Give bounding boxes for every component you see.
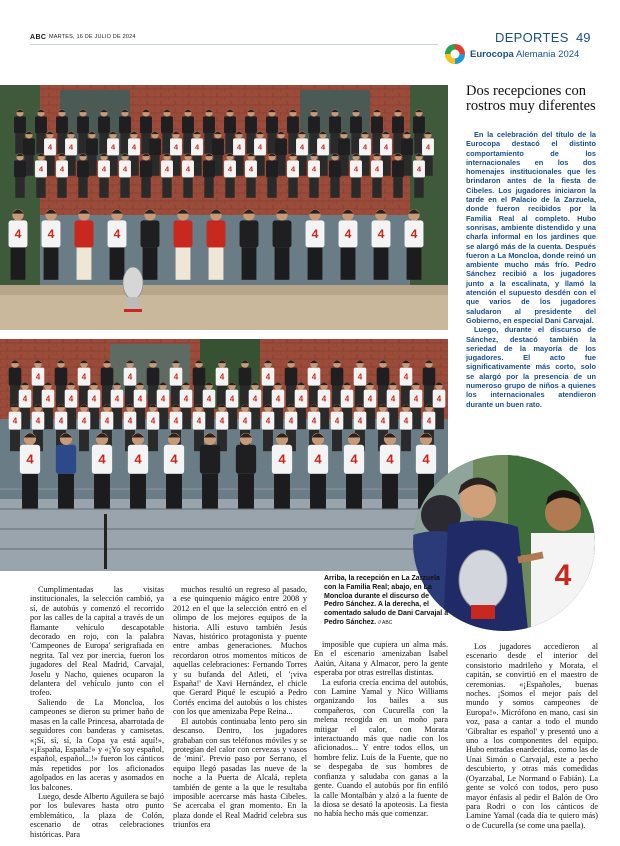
caption-credit: // ABC <box>378 619 393 626</box>
svg-text:4: 4 <box>81 372 87 382</box>
svg-text:4: 4 <box>185 164 191 174</box>
page-number: 49 <box>576 30 591 45</box>
brand-label: ABC <box>30 34 47 41</box>
svg-text:4: 4 <box>367 394 373 404</box>
svg-text:4: 4 <box>173 416 179 426</box>
svg-text:4: 4 <box>101 164 107 174</box>
lectern-microphone <box>104 514 107 569</box>
svg-text:4: 4 <box>321 394 327 404</box>
svg-text:4: 4 <box>35 372 41 382</box>
svg-text:4: 4 <box>403 416 409 426</box>
svg-text:4: 4 <box>248 164 254 174</box>
svg-text:4: 4 <box>298 394 304 404</box>
svg-text:4: 4 <box>131 142 137 152</box>
svg-text:4: 4 <box>127 416 133 426</box>
photo-moncloa <box>0 339 448 571</box>
svg-text:4: 4 <box>26 451 34 467</box>
person-figure <box>174 209 193 279</box>
svg-text:4: 4 <box>196 416 202 426</box>
article-column-3 <box>314 640 448 819</box>
article-column-4 <box>466 642 598 830</box>
svg-text:4: 4 <box>173 142 179 152</box>
svg-text:4: 4 <box>265 372 271 382</box>
svg-text:4: 4 <box>219 372 225 382</box>
person-figure <box>372 209 391 279</box>
svg-text:4: 4 <box>311 416 317 426</box>
svg-text:4: 4 <box>47 142 53 152</box>
svg-text:4: 4 <box>58 416 64 426</box>
svg-text:4: 4 <box>314 451 322 467</box>
page-header <box>0 0 620 80</box>
svg-text:4: 4 <box>229 394 235 404</box>
svg-text:4: 4 <box>344 226 352 241</box>
svg-text:4: 4 <box>320 142 326 152</box>
svg-text:4: 4 <box>334 416 340 426</box>
svg-text:4: 4 <box>390 394 396 404</box>
person-figure <box>108 209 127 279</box>
person-figure <box>207 209 226 279</box>
svg-text:4: 4 <box>14 226 22 241</box>
svg-text:4: 4 <box>257 142 263 152</box>
svg-text:4: 4 <box>242 416 248 426</box>
column-4-paragraph-1: Los jugadores accedieron al escenario desde el interior del consistorio madrileño y Morata, el capitán, se convirtió en el maestro de ceremonias. «¡Españoles, buenas noches. ¡Somos el mejor país del mundo y somos campeones de Europa!». Micrófono en mano, casi sin voz, pasa a cantar a todo el mundo 'Gibraltar es español' y presentó uno a uno a los componentes del equipo. Hubo entradas enardecidas, como las de Unai Simón o Carvajal, este a pecho descubierto, y otras más comedidas (Oyarzabal, Le Normand o Fabián). La gente se volcó con todos, pero puso mayor énfasis al pedir el Balón de Oro para Rodri o con los cánticos de Lamine Yamal (cada día te quiero más) o de Cucurella (se come una paella). <box>466 642 598 830</box>
issue-date: MARTES, 16 DE JULIO DE 2024 <box>49 34 136 40</box>
column-2-paragraph-2: El autobús continuaba lento pero sin descanso. Dentro, los jugadores grababan con sus teléfonos móviles y se protegían del calor con cervezas y vasos de 'mini'. Previo paso por Serrano, el equipo llegó pasadas las nueve de la noche a la Puerta de Alcalá, repleta también de gente a la que le resultaba imposible acercarse más hasta Cibeles. Se acercaba el gran momento. En la plaza donde el Real Madrid celebra sus triunfos era <box>173 716 307 830</box>
subsection-title <box>470 49 579 60</box>
person-figure <box>273 209 292 279</box>
person-figure <box>164 433 184 509</box>
sidebar-paragraph-2: Luego, durante el discurso de Sánchez, destacó también la seriedad de la mayoría de los jugadores. El acto fue significativamente más corto, solo se alargó por la presencia de un numeroso grupo de niños a quienes los internacionales atendieron durante un buen rato. <box>466 325 596 409</box>
svg-text:4: 4 <box>422 451 430 467</box>
euro-2024-logo-icon <box>444 43 466 65</box>
svg-text:4: 4 <box>45 394 51 404</box>
article-column-2 <box>173 585 307 830</box>
svg-text:4: 4 <box>410 226 418 241</box>
svg-text:4: 4 <box>357 416 363 426</box>
person-figure <box>306 209 325 279</box>
svg-text:4: 4 <box>206 394 212 404</box>
svg-text:4: 4 <box>344 394 350 404</box>
zarzuela-group-photo <box>0 85 448 330</box>
column-3-paragraph-2: La euforia crecía encima del autobús, con Lamine Yamal y Nico Williams organizando los bailes a sus compañeros, con Cucurella con la melena recogida en un moño para mitigar el calor, con Morata interactuando más que nadie con los aficionados... Y entre todos ellos, un hombre feliz. Luis de la Fuente, que no se despegaba de sus hombres de confianza y saludaba con ganas a la gente. Cuando el autobús por fin enfiló la calle Montalbán y alzó a la fuente de la diosa se desató la apoteosis. La fiesta no había hecho más que comenzar. <box>314 677 448 819</box>
svg-text:4: 4 <box>383 142 389 152</box>
svg-text:4: 4 <box>22 394 28 404</box>
svg-text:4: 4 <box>110 142 116 152</box>
svg-text:4: 4 <box>236 142 242 152</box>
column-3-paragraph-1: imposible que cupiera un alma más. En el escenario amenizaban Isabel Aaiún, Aitana y Almacor, pero la gente esperaba por otras estrellas distintas. <box>314 640 448 678</box>
svg-text:4: 4 <box>413 394 419 404</box>
person-figure <box>240 209 259 279</box>
sidebar-body <box>466 130 596 409</box>
svg-text:4: 4 <box>403 372 409 382</box>
svg-text:4: 4 <box>38 164 44 174</box>
svg-text:4: 4 <box>554 559 572 592</box>
svg-text:4: 4 <box>227 164 233 174</box>
svg-text:4: 4 <box>219 416 225 426</box>
svg-text:4: 4 <box>113 226 121 241</box>
svg-text:4: 4 <box>374 164 380 174</box>
svg-text:4: 4 <box>173 372 179 382</box>
moncloa-group-photo <box>0 339 448 571</box>
svg-text:4: 4 <box>353 164 359 174</box>
svg-text:4: 4 <box>137 394 143 404</box>
person-figure <box>339 209 358 279</box>
caption-text: Arriba, la recepción en La Zarzuela con la Familia Real; abajo, en La Moncloa durante el discurso de Pedro Sánchez. A la derecha, el comentado saludo de Dani Carvajal a Pedro Sánchez. <box>324 575 449 626</box>
svg-text:4: 4 <box>252 394 258 404</box>
svg-text:4: 4 <box>265 416 271 426</box>
svg-text:4: 4 <box>134 451 142 467</box>
svg-text:4: 4 <box>170 451 178 467</box>
svg-text:4: 4 <box>311 226 319 241</box>
person-figure <box>42 209 61 279</box>
svg-text:4: 4 <box>288 416 294 426</box>
person-figure <box>141 209 160 279</box>
column-1-paragraph-2: Saliendo de La Moncloa, los campeones se dieron su primer baño de masas en la calle Princesa, abarrotada de seguidores con banderas y camisetas. «¡Sí, sí, sí, la Copa ya está aquí!», «¡España, España!» y «¡Yo soy español, español, español...!» fueron los cánticos más repetidos por los aficionados agolpados en las aceras y asomados en los balcones. <box>30 697 164 792</box>
svg-text:4: 4 <box>377 226 385 241</box>
svg-text:4: 4 <box>380 416 386 426</box>
svg-text:4: 4 <box>350 451 358 467</box>
subsection-bold: Eurocopa <box>470 49 514 60</box>
sidebar-paragraph-1: En la celebración del título de la Eurocopa destacó el distinto comportamiento de los internacionales en los dos homenajes institucionales que les brindaron antes de la fiesta de Cibeles. Los jugadores iniciaron la tarde en el Palacio de la Zarzuela, donde fueron recibidos por la Familia Real al completo. Hubo sonrisas, ambiente distendido y una charla informal en los jardines que se alargó más de la cuenta. Después fueron a La Moncloa, donde reinó un ambiente mucho más frío. Pedro Sánchez recibió a los jugadores junto a la escalinata, y llamó la atención el supuesto desdén con el que varios de los jugadores saludaron al presidente del Gobierno, en especial Dani Carvajal. <box>466 130 596 325</box>
subsection-light: Alemania 2024 <box>515 49 580 60</box>
svg-text:4: 4 <box>114 394 120 404</box>
svg-text:4: 4 <box>278 451 286 467</box>
svg-text:4: 4 <box>150 416 156 426</box>
svg-text:4: 4 <box>436 394 442 404</box>
article-column-1 <box>30 585 164 839</box>
person-figure <box>236 433 256 509</box>
svg-text:4: 4 <box>290 164 296 174</box>
svg-text:4: 4 <box>275 394 281 404</box>
column-2-paragraph-1: muchos resultó un regreso al pasado, a ese quinquenio mágico entre 2008 y 2012 en el que la selección entró en el olimpo de los mejores equipos de la historia. Allí estuvo también Jesús Navas, histórico protagonista y puente entre ambas generaciones. Muchos recordaron otros momentos míticos de aquellas celebraciones: Fernando Torres y su bufanda del Atleti, el '¡viva España!' de Xavi Hernández, el chicle que Gerard Piqué le escupió a Pedro Cortés encima del autobús o los chistes con los que amenizaba Pepe Reina... <box>173 585 307 717</box>
column-1-paragraph-1: Cumplimentadas las visitas institucionales, la selección cambió, ya sí, de autobús y comenzó el recorrido por las calles de la capital a través de un flamante vehículo descapotable decorado en rojo, con la palabra 'Campeones de Europa' serigrafiada en negrita. Tal vez por inercia, fueron los jugadores del Real Madrid, Carvajal, Joselu y Nacho, quienes ocuparon la delantera del vehículo junto con el trofeo. <box>30 585 164 698</box>
svg-text:4: 4 <box>160 394 166 404</box>
column-1-paragraph-3: Luego, desde Alberto Aguilera se bajó por los bulevares hasta otro punto emblemático, la plaza de Colón, escenario de otras celebraciones históricas. Para <box>30 791 164 839</box>
svg-text:4: 4 <box>164 164 170 174</box>
svg-text:4: 4 <box>362 142 368 152</box>
svg-text:4: 4 <box>12 416 18 426</box>
photo-zarzuela <box>0 85 448 330</box>
svg-text:4: 4 <box>416 164 422 174</box>
section-title: DEPORTES <box>495 30 569 45</box>
sidebar-headline: Dos recepciones con rostros muy diferentes <box>466 83 596 114</box>
svg-text:4: 4 <box>299 142 305 152</box>
svg-text:4: 4 <box>59 164 65 174</box>
svg-text:4: 4 <box>68 142 74 152</box>
svg-text:4: 4 <box>104 416 110 426</box>
svg-text:4: 4 <box>127 372 133 382</box>
svg-text:4: 4 <box>35 416 41 426</box>
header-divider <box>30 44 438 45</box>
svg-text:4: 4 <box>311 372 317 382</box>
svg-text:4: 4 <box>357 372 363 382</box>
photo-caption <box>324 575 450 628</box>
svg-text:4: 4 <box>47 226 55 241</box>
svg-text:4: 4 <box>194 142 200 152</box>
svg-text:4: 4 <box>183 394 189 404</box>
svg-text:4: 4 <box>91 394 97 404</box>
svg-text:4: 4 <box>386 451 394 467</box>
svg-text:4: 4 <box>425 142 431 152</box>
person-figure <box>75 209 94 279</box>
svg-text:4: 4 <box>426 416 432 426</box>
svg-text:4: 4 <box>98 451 106 467</box>
svg-text:4: 4 <box>122 164 128 174</box>
svg-text:4: 4 <box>68 394 74 404</box>
svg-text:4: 4 <box>81 416 87 426</box>
svg-text:4: 4 <box>311 164 317 174</box>
